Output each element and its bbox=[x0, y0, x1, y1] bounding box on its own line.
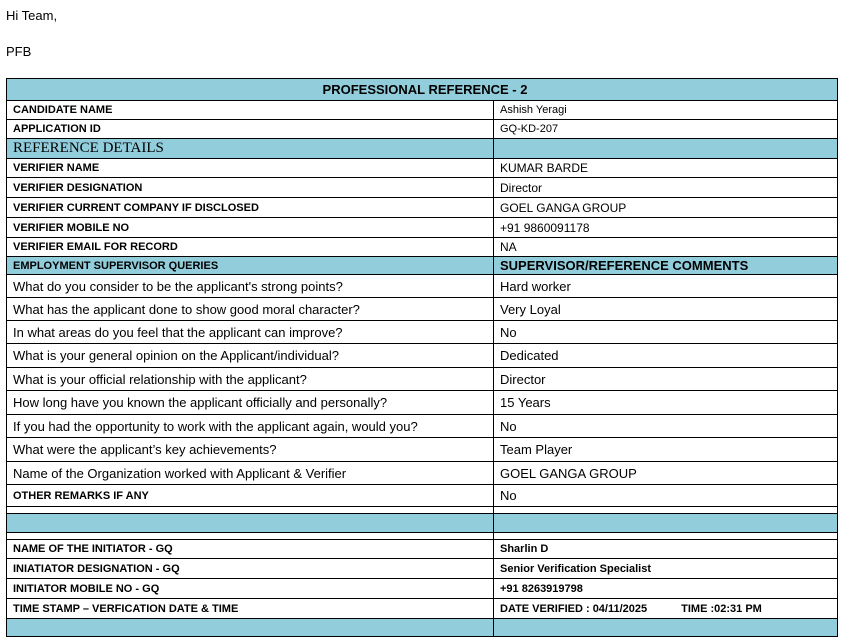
table-row bbox=[7, 559, 838, 579]
queries-header-row bbox=[7, 257, 838, 275]
timestamp-label: TIME STAMP – VERFICATION DATE & TIME bbox=[7, 599, 494, 619]
query-row bbox=[7, 321, 838, 344]
time-verified: TIME :02:31 PM bbox=[681, 602, 762, 615]
verifier-designation-value: Director bbox=[494, 178, 838, 198]
initiator-designation-value: Senior Verification Specialist bbox=[494, 559, 838, 579]
query-question: What is your official relationship with the applicant? bbox=[7, 368, 494, 391]
query-row bbox=[7, 415, 838, 438]
query-question: Name of the Organization worked with Applicant & Verifier bbox=[7, 462, 494, 485]
table-row bbox=[7, 599, 838, 619]
query-row bbox=[7, 462, 838, 485]
initiator-name-value: Sharlin D bbox=[494, 540, 838, 559]
verifier-company-value: GOEL GANGA GROUP bbox=[494, 198, 838, 218]
query-answer: Team Player bbox=[494, 438, 838, 462]
initiator-mobile-label: INITIATOR MOBILE NO - GQ bbox=[7, 579, 494, 599]
query-answer: No bbox=[494, 321, 838, 344]
query-answer: GOEL GANGA GROUP bbox=[494, 462, 838, 485]
verifier-company-label: VERIFIER CURRENT COMPANY IF DISCLOSED bbox=[7, 198, 494, 218]
verifier-mobile-value: +91 9860091178 bbox=[494, 218, 838, 238]
query-answer: Director bbox=[494, 368, 838, 391]
divider-row bbox=[7, 514, 838, 533]
query-question: How long have you known the applicant officially and personally? bbox=[7, 391, 494, 415]
query-answer: No bbox=[494, 415, 838, 438]
query-row bbox=[7, 391, 838, 415]
verifier-email-value: NA bbox=[494, 238, 838, 257]
table-row bbox=[7, 178, 838, 198]
query-row bbox=[7, 275, 838, 298]
greeting-text: Hi Team, bbox=[6, 8, 58, 23]
table-row bbox=[7, 159, 838, 178]
table-row bbox=[7, 218, 838, 238]
query-row bbox=[7, 438, 838, 462]
verifier-name-label: VERIFIER NAME bbox=[7, 159, 494, 178]
spacer-cell bbox=[494, 533, 838, 540]
timestamp-value bbox=[494, 599, 838, 619]
verifier-email-label: VERIFIER EMAIL FOR RECORD bbox=[7, 238, 494, 257]
query-question: What is your general opinion on the Applicant/individual? bbox=[7, 344, 494, 368]
query-row bbox=[7, 368, 838, 391]
footer-row bbox=[7, 619, 838, 637]
queries-header-right: SUPERVISOR/REFERENCE COMMENTS bbox=[494, 257, 838, 275]
verifier-designation-label: VERIFIER DESIGNATION bbox=[7, 178, 494, 198]
application-id-value: GQ-KD-207 bbox=[494, 120, 838, 139]
table-row bbox=[7, 101, 838, 120]
query-row bbox=[7, 344, 838, 368]
footer-cell bbox=[494, 619, 838, 637]
initiator-designation-label: INIATIATOR DESIGNATION - GQ bbox=[7, 559, 494, 579]
title-row bbox=[7, 79, 838, 101]
reference-table bbox=[6, 78, 838, 637]
query-question: In what areas do you feel that the applicant can improve? bbox=[7, 321, 494, 344]
query-question: If you had the opportunity to work with the applicant again, would you? bbox=[7, 415, 494, 438]
reference-details-row bbox=[7, 139, 838, 159]
pfb-text: PFB bbox=[6, 44, 32, 59]
spacer-cell bbox=[7, 507, 494, 514]
query-answer: Very Loyal bbox=[494, 298, 838, 321]
other-remarks-row bbox=[7, 485, 838, 507]
query-row bbox=[7, 298, 838, 321]
table-title: PROFESSIONAL REFERENCE - 2 bbox=[7, 79, 838, 101]
spacer-row bbox=[7, 533, 838, 540]
date-verified: DATE VERIFIED : 04/11/2025 bbox=[500, 602, 648, 615]
verifier-name-value: KUMAR BARDE bbox=[494, 159, 838, 178]
divider-cell bbox=[494, 514, 838, 533]
queries-header-left: EMPLOYMENT SUPERVISOR QUERIES bbox=[7, 257, 494, 275]
query-question: What do you consider to be the applicant's strong points? bbox=[7, 275, 494, 298]
reference-details-label: REFERENCE DETAILS bbox=[7, 139, 494, 159]
initiator-name-label: NAME OF THE INITIATOR - GQ bbox=[7, 540, 494, 559]
query-answer: Hard worker bbox=[494, 275, 838, 298]
query-answer: 15 Years bbox=[494, 391, 838, 415]
table-row bbox=[7, 540, 838, 559]
other-remarks-label: OTHER REMARKS IF ANY bbox=[7, 485, 494, 507]
table-row bbox=[7, 579, 838, 599]
initiator-mobile-value: +91 8263919798 bbox=[494, 579, 838, 599]
table-row bbox=[7, 238, 838, 257]
query-answer: Dedicated bbox=[494, 344, 838, 368]
query-question: What were the applicant’s key achievements? bbox=[7, 438, 494, 462]
divider-cell bbox=[7, 514, 494, 533]
spacer-cell bbox=[494, 507, 838, 514]
reference-details-empty bbox=[494, 139, 838, 159]
spacer-cell bbox=[7, 533, 494, 540]
footer-cell bbox=[7, 619, 494, 637]
spacer-row bbox=[7, 507, 838, 514]
other-remarks-value: No bbox=[494, 485, 838, 507]
application-id-label: APPLICATION ID bbox=[7, 120, 494, 139]
candidate-name-label: CANDIDATE NAME bbox=[7, 101, 494, 120]
verifier-mobile-label: VERIFIER MOBILE NO bbox=[7, 218, 494, 238]
table-row bbox=[7, 120, 838, 139]
query-question: What has the applicant done to show good moral character? bbox=[7, 298, 494, 321]
table-row bbox=[7, 198, 838, 218]
candidate-name-value: Ashish Yeragi bbox=[494, 101, 838, 120]
